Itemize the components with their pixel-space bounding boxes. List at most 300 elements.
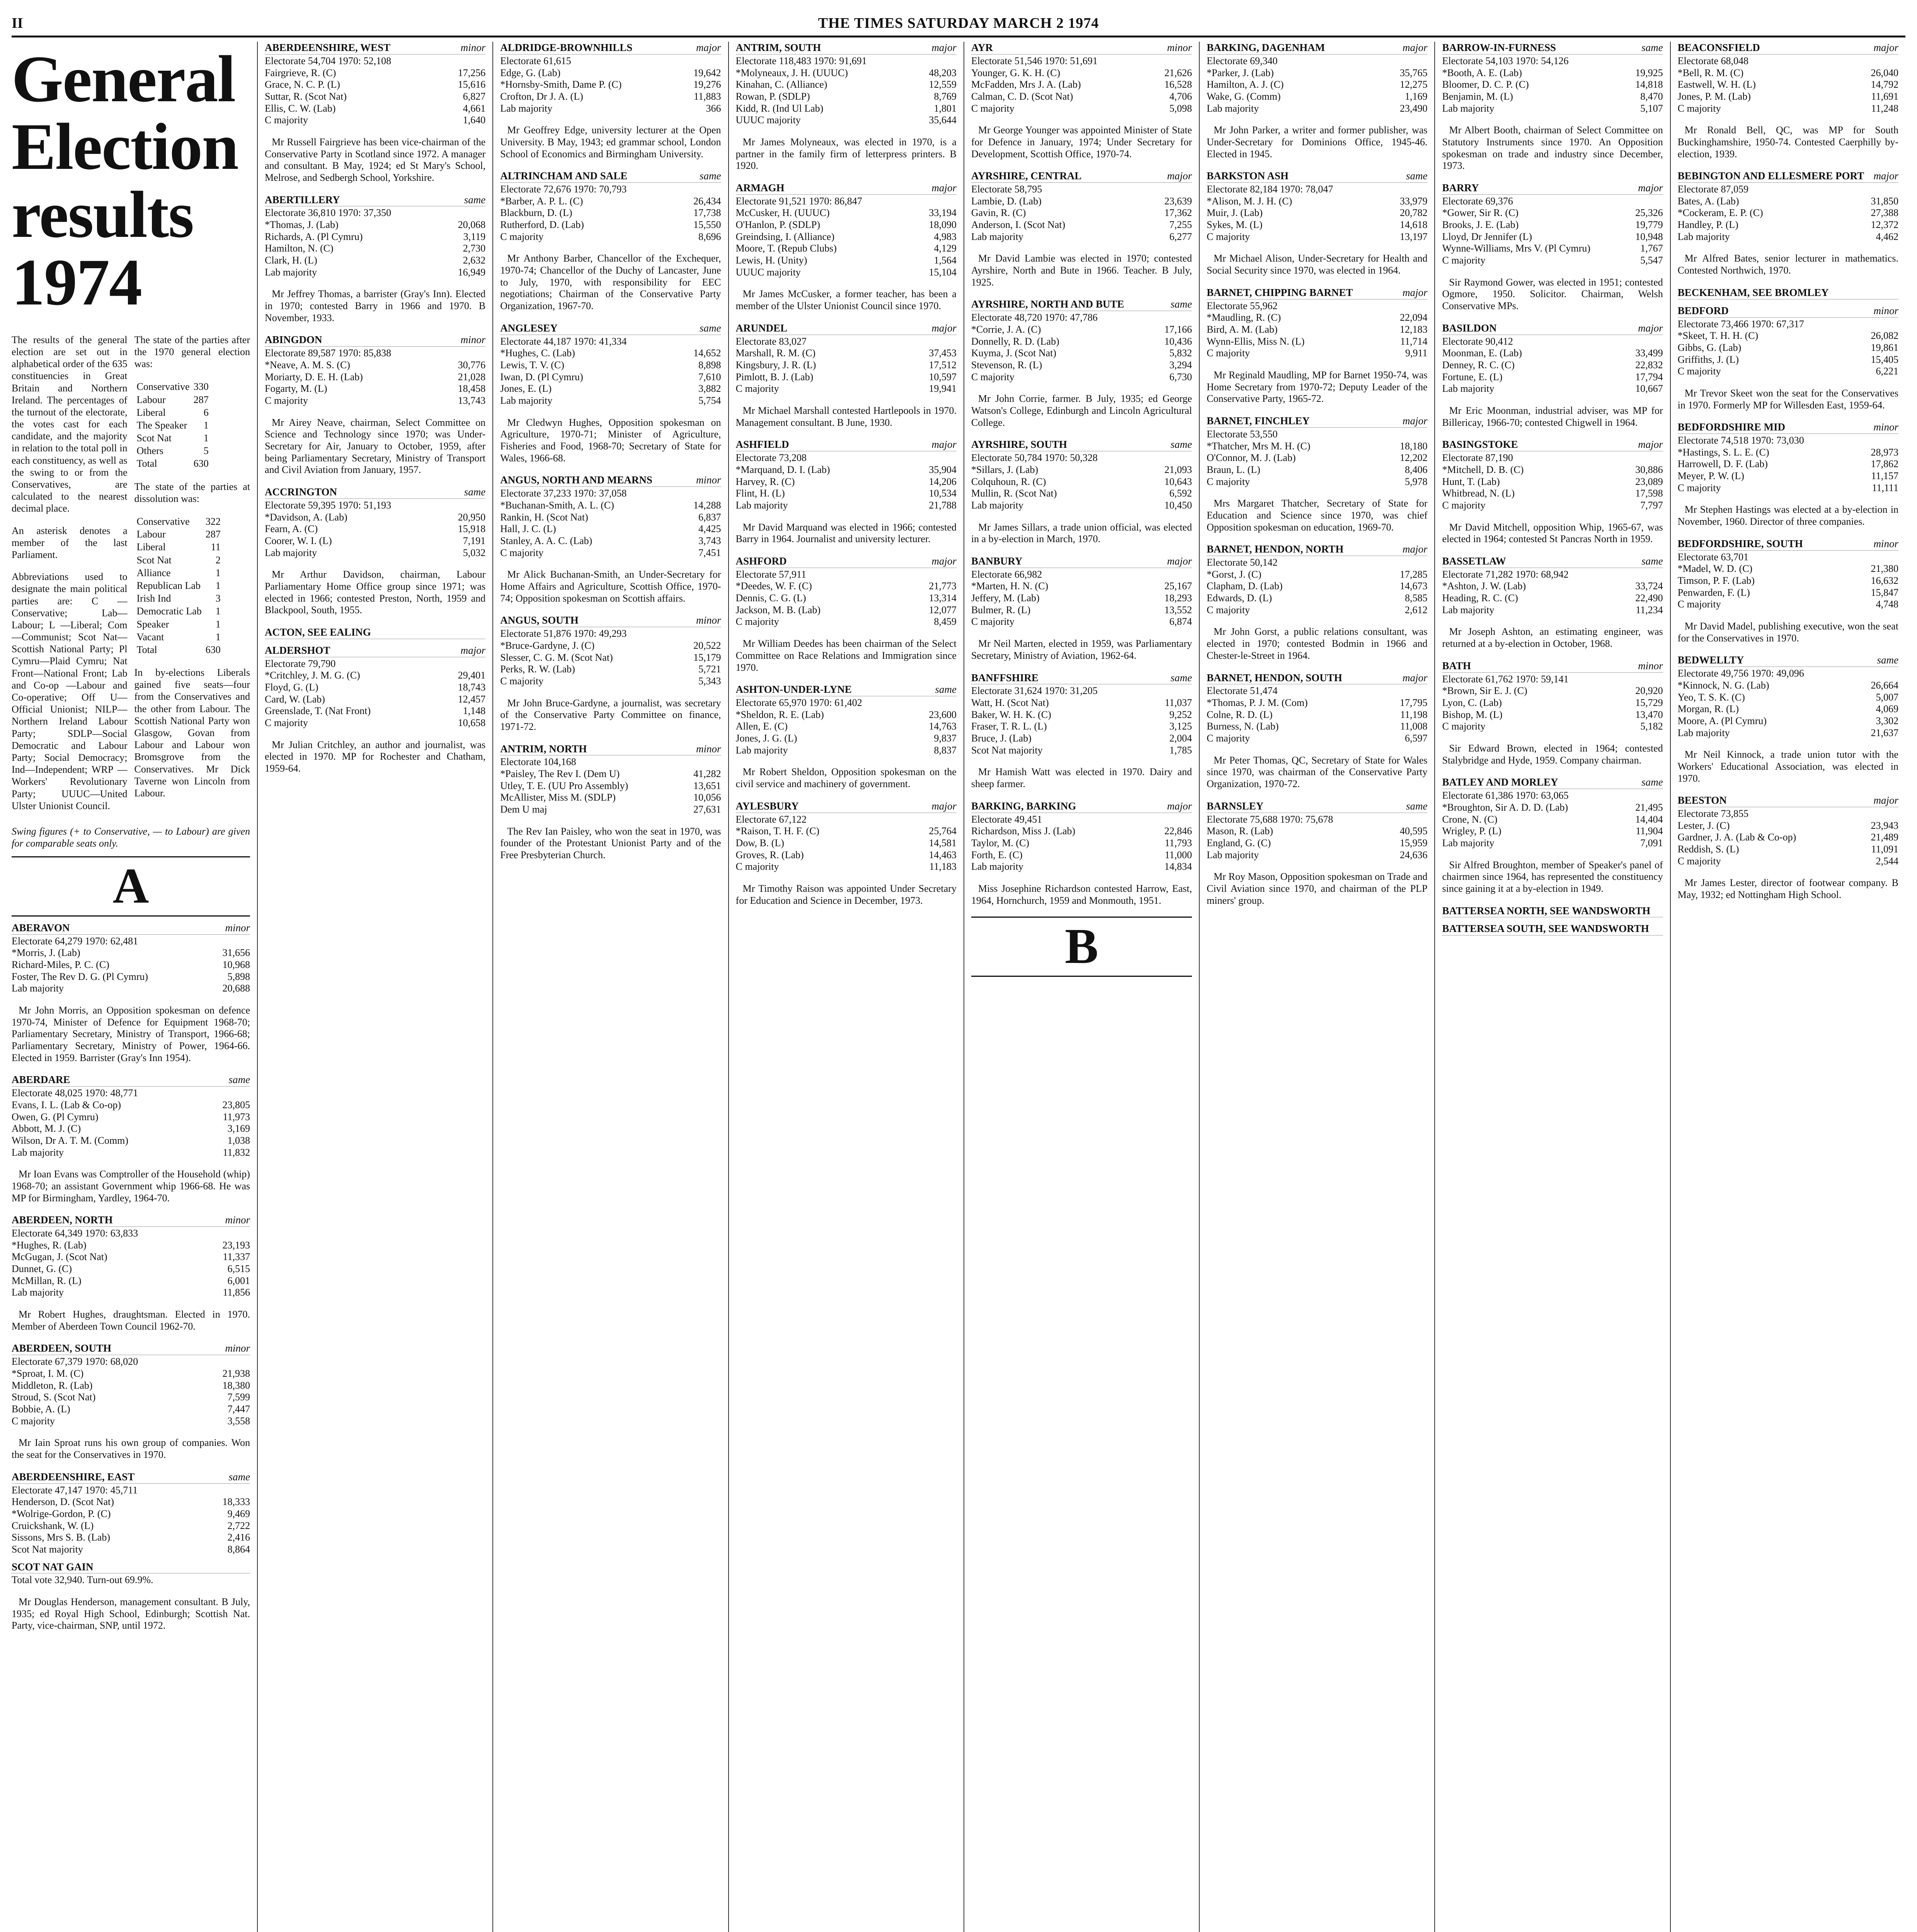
candidate-name: C majority — [1677, 366, 1721, 377]
result-line — [971, 604, 1192, 616]
result-line — [1442, 243, 1663, 255]
constituency-heading — [736, 555, 957, 568]
constituency-heading — [12, 1342, 250, 1355]
candidate-name: Hamilton, A. J. (C) — [1207, 79, 1284, 90]
constituency-heading — [971, 555, 1192, 568]
change-status: minor — [696, 743, 721, 755]
candidate-name: Gavin, R. (C) — [971, 207, 1026, 219]
candidate-name: Flint, H. (L) — [735, 488, 785, 499]
vote-count: 6,277 — [1169, 231, 1192, 242]
intro-abbreviations: Abbreviations used to designate the main political parties are: C —Conservative; Lab—Labour; L —Liberal; Com—Communist; Scot Nat—Scottish National Party; Pl Cymru—Plaid Cymru; Nat Front—National Front; Lab and Co-op —Labour and Co-operative; Off U—Official Unionist; NILP—Northern Ireland Labour Party; SDLP—Social Democratic and Labour Party; Social Democracy; Ind—Independent; WRP —Workers' Revolutionary Party; UUUC—United Ulster Unionist Council. — [12, 571, 128, 811]
constituency-result — [1678, 654, 1898, 784]
candidate-name: Bobbie, A. (L) — [12, 1403, 70, 1415]
constituency-heading — [1207, 42, 1427, 54]
result-line — [1678, 820, 1898, 832]
vote-count: 18,458 — [458, 383, 486, 395]
constituency-name: ABERDARE — [12, 1074, 70, 1086]
result-line — [12, 1263, 250, 1275]
candidate-name: Moriarty, D. E. H. (Lab) — [264, 371, 363, 383]
candidate-name: *Gower, Sir R. (C) — [1442, 207, 1519, 219]
constituency-name: BEDWELLTY — [1677, 654, 1744, 666]
vote-count: 9,911 — [1405, 347, 1428, 359]
candidate-name: Calman, C. D. (Scot Nat) — [971, 90, 1073, 102]
candidate-name: Richard-Miles, P. C. (C) — [12, 959, 109, 970]
vote-count: 33,979 — [1399, 195, 1428, 207]
member-biography: Sir Alfred Broughton, member of Speaker's panel of chairmen since 1964, has represented the constituency since gaining it at a by-election in 1949. — [1442, 859, 1663, 894]
constituency-result — [1207, 287, 1427, 405]
constituency-heading — [971, 42, 1192, 54]
change-status: major — [696, 42, 721, 53]
vote-count: 20,782 — [1399, 207, 1428, 219]
candidate-name: C majority — [1207, 604, 1250, 616]
vote-count: 17,362 — [1164, 207, 1192, 219]
vote-count: 1,640 — [463, 114, 486, 126]
constituency-result — [971, 555, 1192, 662]
result-text: Electorate 87,190 — [1442, 452, 1513, 464]
result-line — [500, 628, 721, 640]
constituency-heading — [500, 614, 721, 627]
result-line — [736, 79, 957, 91]
party-seats: 330 — [193, 381, 209, 393]
party-seats: 1 — [215, 605, 221, 617]
party-name: Scot Nat — [136, 432, 172, 444]
vote-count: 5,898 — [227, 971, 250, 982]
vote-count: 18,380 — [222, 1379, 250, 1391]
majority-line — [971, 231, 1192, 243]
candidate-name: Abbott, M. J. (C) — [12, 1123, 81, 1134]
candidate-name: Lab majority — [1207, 102, 1259, 114]
result-text: Electorate 48,720 1970: 47,786 — [971, 312, 1098, 323]
vote-count: 23,089 — [1635, 476, 1663, 487]
constituency-heading — [1678, 287, 1898, 299]
candidate-name: Middleton, R. (Lab) — [12, 1379, 93, 1391]
result-line — [12, 1275, 250, 1287]
constituency-name: ABERDEEN, SOUTH — [12, 1342, 112, 1354]
candidate-name: Lab majority — [12, 1146, 64, 1158]
result-line — [1678, 832, 1898, 844]
party-row — [135, 567, 222, 579]
page-number: II — [12, 15, 23, 31]
candidate-name: Wynne-Williams, Mrs V. (Pl Cymru) — [1442, 243, 1590, 254]
vote-count: 17,794 — [1635, 371, 1663, 383]
constituency-result — [1442, 555, 1663, 650]
column-2 — [257, 42, 492, 1932]
vote-count: 11,793 — [1165, 837, 1192, 849]
candidate-name: C majority — [971, 371, 1015, 383]
party-name: Total — [136, 458, 157, 469]
constituency-name: ANTRIM, SOUTH — [735, 42, 821, 53]
member-biography: Mr Ronald Bell, QC, was MP for South Buckinghamshire, 1950-74. Contested Caerphilly by-election, 1939. — [1677, 124, 1898, 160]
result-line — [1678, 447, 1898, 459]
vote-count: 14,834 — [1164, 861, 1192, 872]
vote-count: 12,183 — [1399, 324, 1428, 335]
candidate-name: C majority — [971, 102, 1015, 114]
candidate-name: *Morris, J. (Lab) — [12, 947, 80, 959]
result-line — [265, 79, 485, 91]
vote-count: 11,904 — [1636, 825, 1663, 837]
constituency-name: ABINGDON — [264, 334, 322, 346]
result-line — [971, 347, 1192, 359]
constituency-heading — [736, 42, 957, 54]
change-status: minor — [225, 1342, 250, 1354]
candidate-name: Lab majority — [735, 744, 788, 756]
candidate-name: Dunnet, G. (C) — [12, 1263, 72, 1275]
result-line — [971, 849, 1192, 861]
vote-count: 21,626 — [1164, 67, 1192, 78]
candidate-name: Benjamin, M. (L) — [1442, 90, 1513, 102]
candidate-name: Dem U maj — [500, 804, 547, 815]
constituency-heading — [265, 645, 485, 657]
majority-line — [971, 861, 1192, 873]
candidate-name: *Corrie, J. A. (C) — [971, 324, 1041, 335]
result-line — [265, 359, 485, 371]
result-line — [1207, 685, 1427, 697]
candidate-name: *Cockeram, E. P. (C) — [1677, 207, 1763, 219]
result-line — [1442, 219, 1663, 231]
vote-count: 1,148 — [463, 705, 486, 717]
result-line — [1207, 312, 1427, 324]
constituency-result — [1442, 905, 1663, 918]
majority-line — [1678, 855, 1898, 867]
result-line — [971, 814, 1192, 826]
result-line — [971, 452, 1192, 464]
vote-count: 35,904 — [929, 464, 957, 475]
majority-line — [736, 861, 957, 873]
constituency-heading — [971, 298, 1192, 311]
vote-count: 21,495 — [1635, 801, 1663, 813]
constituency-result — [736, 555, 957, 673]
vote-count: 26,082 — [1871, 330, 1898, 342]
candidate-name: Blackburn, D. (L) — [500, 207, 572, 219]
change-status: major — [1402, 415, 1428, 427]
candidate-name: Groves, R. (Lab) — [735, 849, 804, 861]
candidate-name: Bloomer, D. C. P. (C) — [1442, 79, 1529, 90]
result-line — [736, 733, 957, 745]
result-line — [736, 55, 957, 67]
party-seats: 630 — [193, 458, 209, 469]
vote-count: 14,206 — [929, 476, 957, 487]
vote-count: 8,470 — [1640, 90, 1663, 102]
result-text: Electorate 79,790 — [264, 658, 336, 669]
result-line — [971, 592, 1192, 604]
candidate-name: UUUC majority — [735, 114, 801, 126]
member-biography: Mr Neil Kinnock, a trade union tutor with the Workers' Educational Association, was elected in 1970. — [1677, 749, 1898, 784]
result-line — [1207, 300, 1427, 312]
result-line — [736, 604, 957, 616]
party-seats: 1 — [215, 618, 221, 630]
constituency-result — [12, 1342, 250, 1461]
result-text: Electorate 104,168 — [500, 756, 576, 768]
result-line — [1678, 67, 1898, 79]
result-line — [500, 640, 721, 652]
constituency-heading — [500, 42, 721, 54]
party-name: Labour — [136, 529, 166, 540]
vote-count: 14,763 — [929, 721, 957, 732]
vote-count: 20,688 — [222, 983, 250, 994]
result-line — [1442, 814, 1663, 826]
candidate-name: Dow, B. (L) — [735, 837, 784, 849]
vote-count: 18,743 — [458, 682, 486, 693]
party-seats: 322 — [205, 516, 221, 527]
constituency-result — [1678, 538, 1898, 645]
result-line — [1207, 697, 1427, 709]
candidate-name: *Hornsby-Smith, Dame P. (C) — [500, 79, 622, 90]
vote-count: 12,077 — [929, 604, 957, 616]
result-line — [265, 371, 485, 383]
constituency-heading — [12, 1214, 250, 1227]
candidate-name: *Skeet, T. H. H. (C) — [1677, 330, 1759, 342]
candidate-name: Fogarty, M. (L) — [264, 383, 327, 395]
candidate-name: Moonman, E. (Lab) — [1442, 347, 1522, 359]
vote-count: 17,166 — [1164, 324, 1192, 335]
result-line — [1442, 464, 1663, 476]
change-status: minor — [460, 334, 486, 346]
vote-count: 11,111 — [1872, 482, 1898, 493]
candidate-name: Greindsing, I. (Alliance) — [735, 231, 835, 242]
vote-count: 8,459 — [934, 616, 957, 628]
result-line — [1207, 814, 1427, 826]
candidate-name: Jeffery, M. (Lab) — [971, 592, 1040, 604]
vote-count: 3,119 — [463, 231, 486, 242]
majority-line — [1207, 604, 1427, 616]
result-line — [12, 1496, 250, 1508]
result-line — [736, 488, 957, 500]
vote-count: 13,743 — [458, 395, 486, 406]
constituency-name: ALDERSHOT — [264, 644, 330, 656]
constituency-result — [1678, 305, 1898, 412]
vote-count: 6,001 — [227, 1275, 250, 1286]
state-dissolution-title: The state of the parties at dissolution was: — [134, 481, 250, 504]
columns-area — [12, 42, 1905, 1932]
vote-count: 5,182 — [1640, 721, 1663, 732]
vote-count: 5,721 — [698, 663, 721, 675]
candidate-name: Lab majority — [1442, 102, 1495, 114]
candidate-name: Burness, N. (Lab) — [1207, 721, 1279, 732]
vote-count: 7,255 — [1169, 219, 1192, 231]
vote-count: 24,636 — [1399, 849, 1428, 861]
vote-count: 2,544 — [1876, 855, 1898, 867]
vote-count: 2,004 — [1169, 733, 1192, 744]
result-line — [1678, 458, 1898, 470]
result-line — [12, 1532, 250, 1544]
candidate-name: Lab majority — [1677, 231, 1730, 242]
member-biography: Mr Cledwyn Hughes, Opposition spokesman on Agriculture, 1970-71; Minister of Agriculture, Fisheries and Food, 1968-70; Secretary of State for Wales, 1966-68. — [500, 417, 721, 464]
candidate-name: Edwards, D. (L) — [1207, 592, 1272, 604]
vote-count: 25,764 — [929, 825, 957, 837]
result-text: Electorate 53,550 — [1207, 428, 1278, 440]
vote-count: 14,792 — [1871, 79, 1898, 90]
party-seats: 11 — [211, 541, 221, 553]
member-biography: Mr James Lester, director of footwear company. B May, 1932; ed Nottingham High School. — [1677, 877, 1898, 901]
constituency-name: ACTON, SEE EALING — [264, 626, 371, 638]
candidate-name: C majority — [971, 616, 1015, 628]
candidate-name: Lab majority — [264, 266, 317, 278]
result-line — [500, 67, 721, 79]
result-line — [12, 935, 250, 947]
member-biography: Mr Trevor Skeet won the seat for the Conservatives in 1970. Formerly MP for Willesden East, 1959-64. — [1677, 387, 1898, 411]
candidate-name: C majority — [1677, 102, 1721, 114]
vote-count: 366 — [706, 102, 721, 114]
result-line — [971, 837, 1192, 849]
result-line — [1442, 697, 1663, 709]
candidate-name: Lab majority — [1442, 604, 1495, 616]
candidate-name: *Brown, Sir E. J. (C) — [1442, 685, 1527, 697]
party-seats: 2 — [215, 554, 221, 566]
candidate-name: *Bruce-Gardyne, J. (C) — [500, 639, 595, 651]
result-line — [971, 91, 1192, 103]
constituency-heading — [500, 322, 721, 335]
candidate-name: Jackson, M. B. (Lab) — [735, 604, 821, 616]
candidate-name: Bruce, J. (Lab) — [971, 733, 1032, 744]
vote-count: 19,925 — [1635, 67, 1663, 78]
candidate-name: Wake, G. (Comm) — [1207, 90, 1281, 102]
majority-line — [1207, 231, 1427, 243]
party-row — [135, 528, 222, 540]
majority-line — [1442, 500, 1663, 512]
candidate-name: Lab majority — [971, 231, 1023, 242]
result-line — [1678, 470, 1898, 482]
constituency-result — [736, 182, 957, 312]
result-line — [971, 476, 1192, 488]
candidate-name: Richardson, Miss J. (Lab) — [971, 825, 1076, 837]
vote-count: 10,450 — [1164, 499, 1192, 511]
member-biography: Mr John Bruce-Gardyne, a journalist, was secretary of the Conservative Party Committee on finance, 1971-72. — [500, 697, 721, 732]
member-biography: Mr Peter Thomas, QC, Secretary of State for Wales since 1970, was chairman of the Conservative Party Organization, 1970-72. — [1207, 754, 1428, 790]
vote-count: 15,550 — [693, 219, 721, 231]
majority-line — [1678, 599, 1898, 611]
party-seats: 1 — [215, 580, 221, 591]
constituency-heading — [12, 1471, 250, 1484]
result-text: Electorate 54,704 1970: 52,108 — [264, 55, 392, 66]
candidate-name: Crone, N. (C) — [1442, 813, 1498, 825]
candidate-name: Colquhoun, R. (C) — [971, 476, 1046, 487]
vote-count: 12,457 — [458, 693, 486, 705]
candidate-name: Mason, R. (Lab) — [1207, 825, 1273, 837]
constituency-result — [265, 486, 485, 616]
constituency-heading — [1207, 543, 1427, 556]
vote-count: 10,667 — [1635, 383, 1663, 395]
constituency-name: BANBURY — [971, 555, 1023, 567]
constituency-name: BATTERSEA NORTH, SEE WANDSWORTH — [1442, 905, 1651, 917]
constituency-name: AYR — [971, 42, 993, 53]
result-text: Electorate 66,982 — [971, 568, 1042, 580]
result-text: Electorate 65,970 1970: 61,402 — [735, 697, 862, 709]
candidate-name: Lab majority — [500, 102, 553, 114]
majority-line — [265, 395, 485, 407]
party-name: Total — [136, 644, 157, 655]
candidate-name: *Deedes, W. F. (C) — [735, 580, 812, 592]
constituency-heading — [500, 474, 721, 487]
constituency-name: ABERAVON — [12, 922, 70, 934]
candidate-name: *Davidson, A. (Lab) — [264, 511, 347, 523]
member-biography: Mr Roy Mason, Opposition spokesman on Trade and Civil Aviation since 1970, and chairman of the PLP miners' group. — [1207, 871, 1428, 906]
majority-line — [500, 547, 721, 559]
result-text: Electorate 74,518 1970: 73,030 — [1677, 435, 1804, 446]
result-text: Electorate 73,466 1970: 67,317 — [1677, 318, 1804, 330]
party-seats: 630 — [205, 644, 221, 655]
vote-count: 26,664 — [1871, 679, 1898, 691]
vote-count: 3,302 — [1876, 715, 1898, 726]
change-status: major — [1873, 794, 1898, 806]
constituency-heading — [1442, 923, 1663, 935]
member-biography: Sir Raymond Gower, was elected in 1951; contested Ogmore, 1950. Solicitor. Chairman, Welsh Conservative MPs. — [1442, 276, 1663, 312]
vote-count: 21,773 — [929, 580, 957, 592]
constituency-name: ABERTILLERY — [264, 194, 340, 206]
candidate-name: *Wolrige-Gordon, P. (C) — [12, 1508, 111, 1519]
result-text: Electorate 73,208 — [735, 452, 807, 464]
result-line — [736, 231, 957, 243]
candidate-name: Lab majority — [971, 861, 1023, 872]
result-line — [1207, 324, 1427, 336]
result-line — [12, 971, 250, 983]
constituency-heading — [1442, 776, 1663, 789]
vote-count: 6,730 — [1169, 371, 1192, 383]
majority-line — [1678, 366, 1898, 378]
result-line — [971, 359, 1192, 371]
constituency-name: ASHFORD — [735, 555, 787, 567]
vote-count: 17,598 — [1635, 488, 1663, 499]
result-line — [12, 947, 250, 959]
change-status: major — [1402, 672, 1428, 684]
vote-count: 5,343 — [698, 675, 721, 687]
constituency-heading — [1207, 415, 1427, 428]
party-seats: 1 — [215, 567, 221, 578]
result-text: Electorate 44,187 1970: 41,334 — [500, 335, 627, 347]
party-row — [135, 381, 210, 393]
constituency-result — [500, 42, 721, 160]
result-line — [1442, 196, 1663, 207]
column-6 — [1199, 42, 1434, 1932]
majority-line — [736, 267, 957, 279]
candidate-name: Watt, H. (Scot Nat) — [971, 697, 1049, 709]
vote-count: 2,612 — [1405, 604, 1428, 616]
result-line — [736, 219, 957, 231]
result-line — [1442, 91, 1663, 103]
result-line — [1442, 359, 1663, 371]
vote-count: 15,729 — [1635, 697, 1663, 709]
constituency-heading — [1678, 170, 1898, 183]
candidate-name: Morgan, R. (L) — [1677, 703, 1739, 715]
candidate-name: England, G. (C) — [1207, 837, 1271, 849]
result-line — [736, 464, 957, 476]
vote-count: 13,197 — [1399, 231, 1428, 242]
constituency-name: AYLESBURY — [735, 800, 799, 812]
result-text: Electorate 67,122 — [735, 813, 807, 825]
candidate-name: Utley, T. E. (UU Pro Assembly) — [500, 780, 628, 791]
result-line — [971, 733, 1192, 745]
vote-count: 20,068 — [458, 219, 486, 231]
candidate-name: Jones, E. (L) — [500, 383, 552, 395]
constituency-heading — [265, 194, 485, 207]
candidate-name: Moore, A. (Pl Cymru) — [1677, 715, 1767, 726]
constituency-name: BARNET, FINCHLEY — [1207, 415, 1310, 427]
result-line — [1442, 79, 1663, 91]
result-line — [265, 207, 485, 219]
party-seats: 1 — [203, 432, 209, 444]
vote-count: 40,595 — [1399, 825, 1428, 837]
constituency-heading — [971, 439, 1192, 451]
majority-line — [736, 616, 957, 628]
constituency-name: BARRY — [1442, 182, 1479, 194]
vote-count: 10,658 — [458, 717, 486, 729]
party-name: Speaker — [136, 618, 169, 630]
candidate-name: Brooks, J. E. (Lab) — [1442, 219, 1519, 231]
candidate-name: Bulmer, R. (L) — [971, 604, 1031, 616]
candidate-name: Yeo, T. S. K. (C) — [1677, 691, 1745, 703]
result-line — [736, 103, 957, 115]
result-line — [1678, 808, 1898, 820]
result-line — [971, 196, 1192, 207]
